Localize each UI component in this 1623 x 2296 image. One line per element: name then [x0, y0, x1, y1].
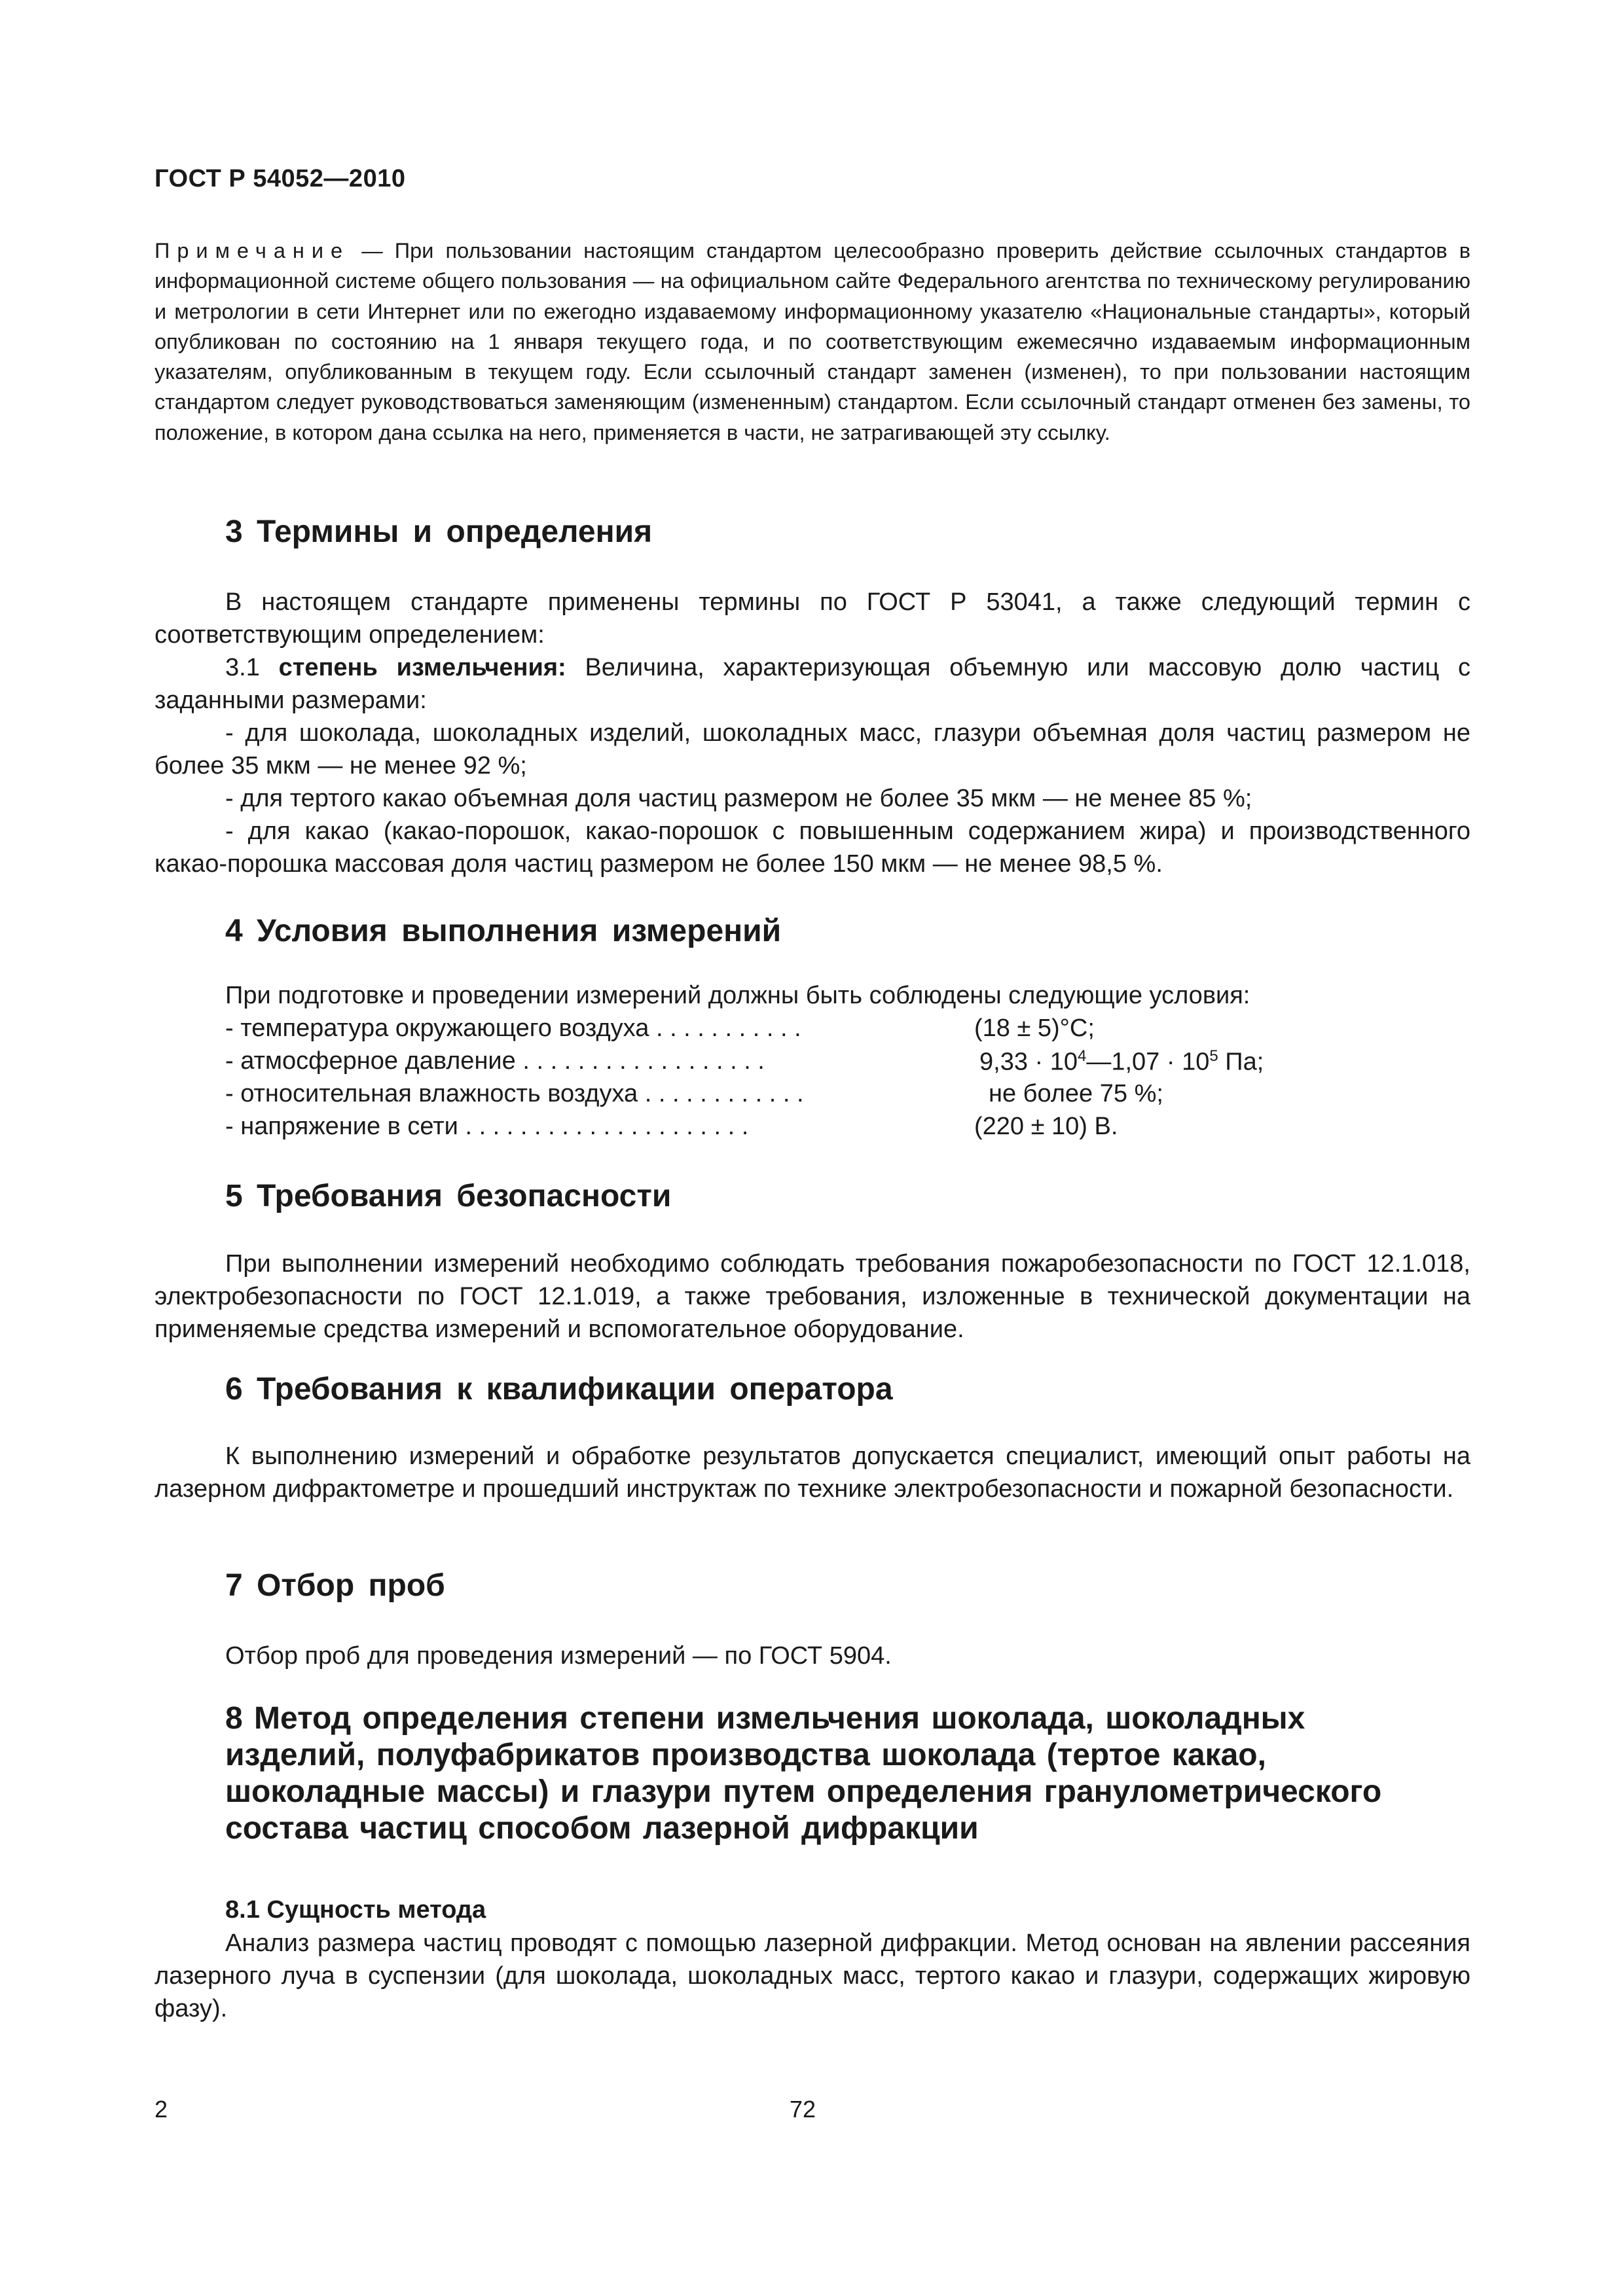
section-3-paragraph-5: - для какао (какао-порошок, какао-порошок с повышенным содержанием жира) и производственного какао-порошка массовая доля частиц размером не более 150 мкм — не менее 98,5 %.	[155, 817, 1470, 878]
term-number: 3.1	[225, 654, 279, 681]
conditions-list	[225, 982, 1338, 1145]
section-3-paragraph-3: - для шоколада, шоколадных изделий, шоколадных масс, глазури объемная доля частиц размером не более 35 мкм — не менее 92 %;	[155, 719, 1470, 780]
subsection-8-1-heading: 8.1 Сущность метода	[225, 1896, 486, 1924]
section-6-paragraph-1: К выполнению измерений и обработке результатов допускается специалист, имеющий опыт работы на лазерном дифрактометре и прошедший инструктаж по технике электробезопасности и пожарной безопасности.	[155, 1443, 1470, 1503]
conditions-intro: При подготовке и проведении измерений должны быть соблюдены следующие условия:	[225, 982, 1250, 1009]
condition-name: - относительная влажность воздуха . . . . . . . . . . . .	[225, 1080, 804, 1107]
section-8-heading-line-1: 8 Метод определения степени измельчения шоколада, шоколадных	[225, 1701, 1305, 1736]
section-8-heading	[225, 1700, 1469, 1847]
section-7-paragraph-1: Отбор проб для проведения измерений — по ГОСТ 5904.	[225, 1642, 892, 1670]
section-4-heading: 4 Условия выполнения измерений	[225, 914, 782, 948]
condition-name: - напряжение в сети . . . . . . . . . . . . . . . . . . . . .	[225, 1113, 749, 1140]
section-3-paragraph-2	[155, 651, 1470, 717]
section-3-body	[155, 586, 1470, 880]
section-7-body	[155, 1640, 1470, 1672]
condition-row	[225, 1014, 1338, 1047]
condition-value: $9,33 \cdot 10^4—1,07 \cdot 10^5$ Па;	[979, 1047, 1264, 1076]
page-number: 2	[155, 2096, 168, 2123]
term-name: степень измельчения:	[278, 654, 566, 681]
term-definition: Величина, характеризующая объемную или массовую долю частиц с заданными размерами:	[155, 654, 1470, 714]
section-8-heading-line-4: состава частиц способом лазерной дифракции	[225, 1811, 979, 1846]
condition-value: не более 75 %;	[989, 1080, 1163, 1107]
conditions-intro-row	[225, 982, 1338, 1014]
section-5-paragraph-1: При выполнении измерений необходимо соблюдать требования пожаробезопасности по ГОСТ 12.1.018, электробезопасности по ГОСТ 12.1.019, а также требования, изложенные в технической документации на применяемые средства измерений и вспомогательное оборудование.	[155, 1250, 1470, 1343]
condition-value: (18 ± 5)°C;	[974, 1014, 1095, 1042]
section-8-paragraph-1: Анализ размера частиц проводят с помощью лазерной дифракции. Метод основан на явлении рассеяния лазерного луча в суспензии (для шоколада, шоколадных масс, тертого какао и глазури, содержащих жировую фазу).	[155, 1929, 1470, 2022]
note-label: Примечание	[155, 239, 350, 262]
section-7-heading: 7 Отбор проб	[225, 1568, 445, 1603]
section-6-heading: 6 Требования к квалификации оператора	[225, 1372, 893, 1407]
section-8-heading-line-3: шоколадные массы) и глазури путем определения гранулометрического	[225, 1774, 1382, 1809]
section-8-body	[155, 1927, 1470, 2025]
section-3-heading: 3 Термины и определения	[225, 514, 653, 549]
condition-value: (220 ± 10) В.	[974, 1113, 1118, 1140]
note-text: — При пользовании настоящим стандартом целесообразно проверить действие ссылочных стандартов в информационной системе общего пользования — на официальном сайте Федерального агентства по техническому регулированию и метрологии в сети Интернет или по ежегодно издаваемому информационному указателю «Национальные стандарты», который опубликован по состоянию на 1 января текущего года, и по соответствующим ежемесячно издаваемым информационным указателям, опубликованным в текущем году. Если ссылочный стандарт заменен (изменен), то при пользовании настоящим стандартом следует руководствоваться заменяющим (измененным) стандартом. Если ссылочный стандарт отменен без замены, то положение, в котором дана ссылка на него, применяется в части, не затрагивающей эту ссылку.	[155, 239, 1470, 444]
section-5-body	[155, 1247, 1470, 1346]
condition-row	[225, 1047, 1338, 1080]
document-header-title: ГОСТ Р 54052—2010	[155, 165, 406, 192]
section-3-paragraph-4: - для тертого какао объемная доля частиц размером не более 35 мкм — не менее 85 %;	[225, 785, 1252, 812]
condition-name: - температура окружающего воздуха . . . . . . . . . . .	[225, 1014, 801, 1042]
section-5-heading: 5 Требования безопасности	[225, 1179, 672, 1213]
center-page-number: 72	[790, 2096, 816, 2123]
condition-row	[225, 1113, 1338, 1145]
section-3-paragraph-1: В настоящем стандарте применены термины по ГОСТ Р 53041, а также следующий термин с соответствующим определением:	[155, 588, 1470, 649]
condition-row	[225, 1080, 1338, 1113]
condition-name: - атмосферное давление . . . . . . . . . . . . . . . . . .	[225, 1047, 765, 1075]
section-8-heading-line-2: изделий, полуфабрикатов производства шоколада (тертое какао,	[225, 1738, 1266, 1772]
note-paragraph	[155, 236, 1470, 448]
section-6-body	[155, 1440, 1470, 1505]
